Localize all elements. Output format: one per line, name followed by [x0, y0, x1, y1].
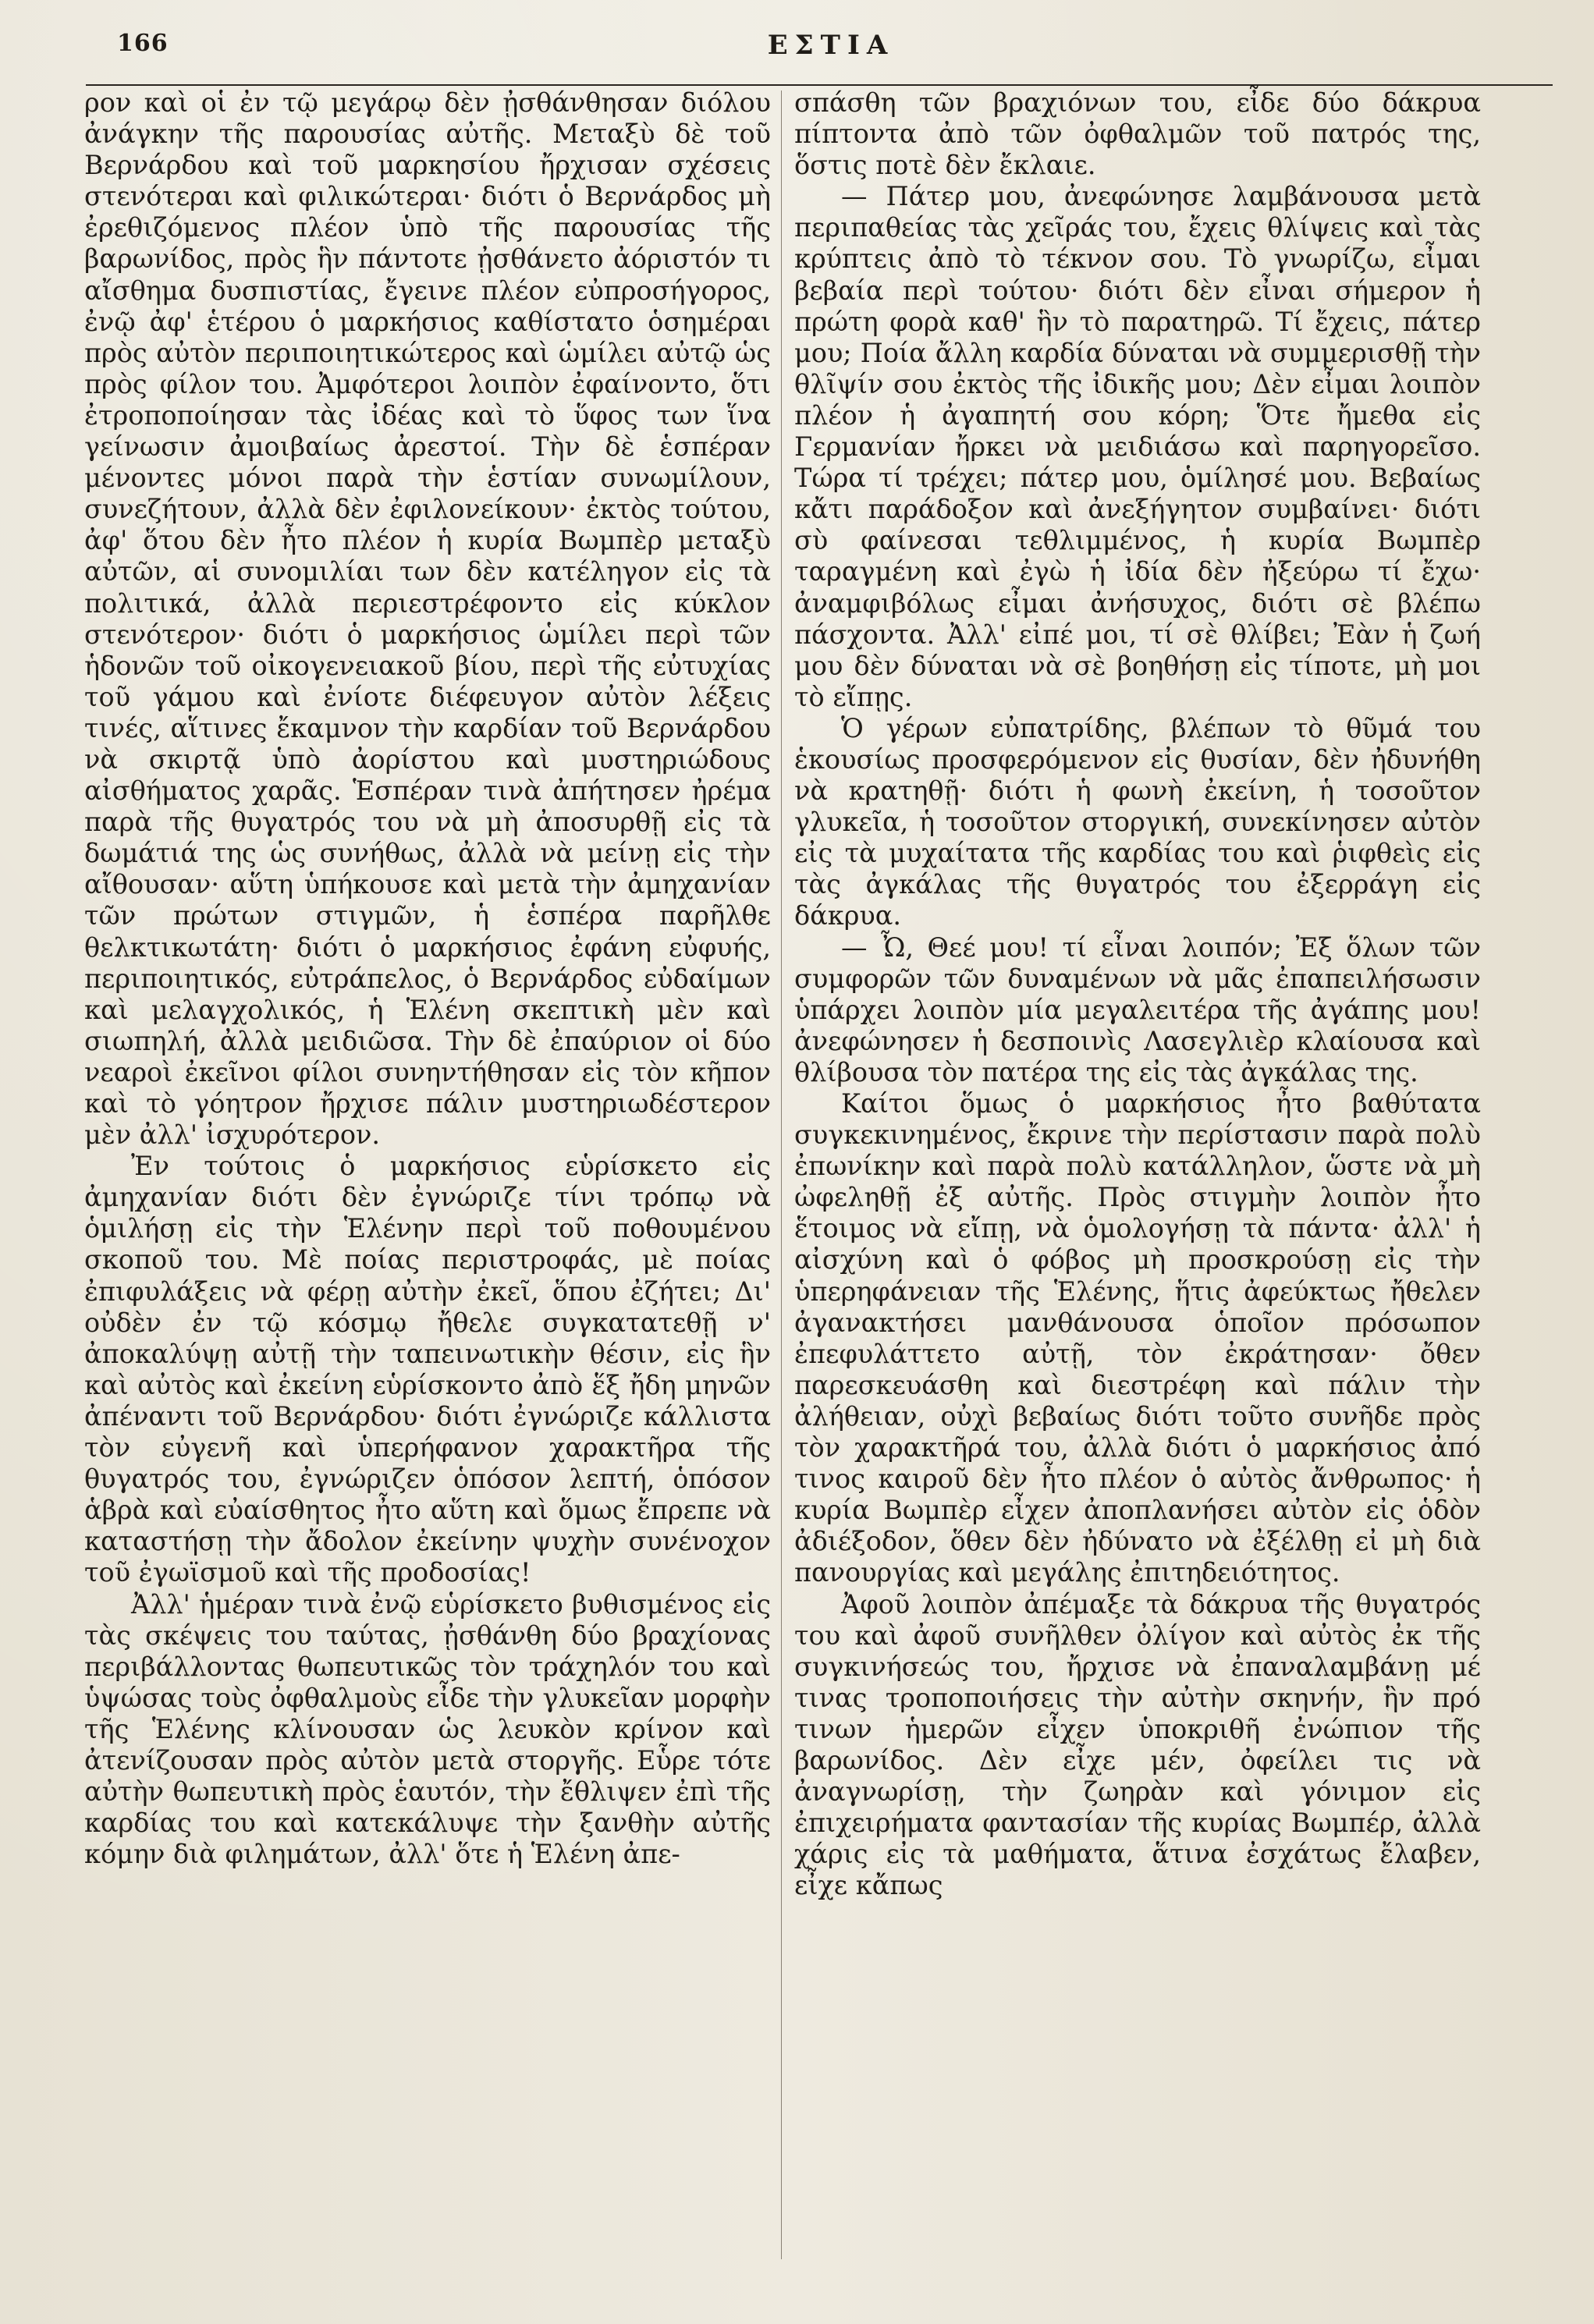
page-header [117, 30, 1545, 69]
left-column [84, 87, 771, 1870]
paragraph: Ὁ γέρων εὐπατρίδης, βλέπων τὸ θῦμά του ἑκουσίως προσφερόμενον εἰς θυσίαν, δὲν ἠδυνήθη νὰ κρατηθῇ· διότι ἡ φωνὴ ἐκείνη, ἡ τοσοῦτον γλυκεῖα, ἡ τοσοῦτον στοργική, συνεκίνησεν αὐτὸν εἰς τὰ μυχαίτατα τῆς καρδίας του καὶ ῥιφθεὶς εἰς τὰς ἀγκάλας τῆς θυγατρός του ἐξερράγη εἰς δάκρυα. [794, 712, 1481, 931]
dialogue-paragraph: — Πάτερ μου, ἀνεφώνησε λαμβάνουσα μετὰ περιπαθείας τὰς χεῖράς του, ἔχεις θλίψεις καὶ τὰς κρύπτεις ἀπὸ τὸ τέκνον σου. Τὸ γνωρίζω, εἶμαι βεβαία περὶ τούτου· διότι δὲν εἶναι σήμερον ἡ πρώτη φορὰ καθ' ἣν τὸ παρατηρῶ. Τί ἔχεις, πάτερ μου; Ποία ἄλλη καρδία δύναται νὰ συμμερισθῇ τὴν θλῖψίν σου ἐκτὸς τῆς ἰδικῆς μου; Δὲν εἶμαι λοιπὸν πλέον ἡ ἀγαπητή σου κόρη; Ὅτε ἤμεθα εἰς Γερμανίαν ἤρκει νὰ μειδιάσω καὶ παρηγορεῖσο. Τώρα τί τρέχει; πάτερ μου, ὁμίλησέ μου. Βεβαίως κἄτι παράδοξον καὶ ἀνεξήγητον συμβαίνει· διότι σὺ φαίνεσαι τεθλιμμένος, ἡ κυρία Βωμπὲρ ταραγμένη καὶ ἐγὼ ἡ ἰδία δὲν ἠξεύρω τί ἔχω· ἀναμφιβόλως εἶμαι ἀνήσυχος, διότι σὲ βλέπω πάσχοντα. Ἀλλ' εἰπέ μοι, τί σὲ θλίβει; Ἐὰν ἡ ζωή μου δὲν δύναται νὰ σὲ βοηθήσῃ εἰς τίποτε, μὴ μοι τὸ εἴπῃς. [794, 181, 1481, 712]
paragraph: Ἐν τούτοις ὁ μαρκήσιος εὑρίσκετο εἰς ἀμηχανίαν διότι δὲν ἐγνώριζε τίνι τρόπῳ νὰ ὁμιλήσῃ εἰς τὴν Ἑλένην περὶ τοῦ ποθουμένου σκοποῦ του. Μὲ ποίας περιστροφάς, μὲ ποίας ἐπιφυλάξεις νὰ φέρῃ αὐτὴν ἐκεῖ, ὅπου ἐζήτει; Δι' οὐδὲν ἐν τῷ κόσμῳ ἤθελε συγκατατεθῇ ν' ἀποκαλύψῃ αὐτῇ τὴν ταπεινωτικὴν θέσιν, εἰς ἣν καὶ αὐτὸς καὶ ἐκείνη εὑρίσκοντο ἀπὸ ἕξ ἤδη μηνῶν ἀπέναντι τοῦ Βερνάρδου· διότι ἐγνώριζε κάλλιστα τὸν εὐγενῆ καὶ ὑπερήφανον χαρακτῆρα τῆς θυγατρός του, ἐγνώριζεν ὁπόσον λεπτή, ὁπόσον ἁβρὰ καὶ εὐαίσθητος ἦτο αὕτη καὶ ὅμως ἔπρεπε νὰ καταστήσῃ τὴν ἄδολον ἐκείνην ψυχὴν συνένοχον τοῦ ἐγωϊσμοῦ καὶ τῆς προδοσίας! [84, 1151, 771, 1588]
running-title: ΕΣΤΙΑ [767, 30, 895, 61]
right-column [794, 87, 1481, 1901]
paragraph: σπάσθη τῶν βραχιόνων του, εἶδε δύο δάκρυα πίπτοντα ἀπὸ τῶν ὀφθαλμῶν τοῦ πατρός της, ὅστις ποτὲ δὲν ἔκλαιε. [794, 87, 1481, 181]
paragraph: ρον καὶ οἱ ἐν τῷ μεγάρῳ δὲν ᾐσθάνθησαν διόλου ἀνάγκην τῆς παρουσίας αὐτῆς. Μεταξὺ δὲ τοῦ Βερνάρδου καὶ τοῦ μαρκησίου ἤρχισαν σχέσεις στενότεραι καὶ φιλικώτεραι· διότι ὁ Βερνάρδος μὴ ἐρεθιζόμενος πλέον ὑπὸ τῆς παρουσίας τῆς βαρωνίδος, πρὸς ἣν πάντοτε ᾐσθάνετο ἀόριστόν τι αἴσθημα δυσπιστίας, ἔγεινε πλέον εὐπροσήγορος, ἐνῷ ἀφ' ἑτέρου ὁ μαρκήσιος καθίστατο ὁσημέραι πρὸς αὐτὸν περιποιητικώτερος καὶ ὡμίλει αὐτῷ ὡς πρὸς φίλον του. Ἀμφότεροι λοιπὸν ἐφαίνοντο, ὅτι ἐτροποποίησαν τὰς ἰδέας καὶ τὸ ὕφος των ἵνα γείνωσιν ἀμοιβαίως ἀρεστοί. Τὴν δὲ ἑσπέραν μένοντες μόνοι παρὰ τὴν ἑστίαν συνωμίλουν, συνεζήτουν, ἀλλὰ δὲν ἐφιλονείκουν· ἐκτὸς τούτου, ἀφ' ὅτου δὲν ἦτο πλέον ἡ κυρία Βωμπὲρ μεταξὺ αὐτῶν, αἱ συνομιλίαι των δὲν κατέληγον εἰς τὰ πολιτικά, ἀλλὰ περιεστρέφοντο εἰς κύκλον στενότερον· διότι ὁ μαρκήσιος ὡμίλει περὶ τῶν ἡδονῶν τοῦ οἰκογενειακοῦ βίου, περὶ τῆς εὐτυχίας τοῦ γάμου καὶ ἐνίοτε διέφευγον αὐτὸν λέξεις τινές, αἵτινες ἔκαμνον τὴν καρδίαν τοῦ Βερνάρδου νὰ σκιρτᾷ ὑπὸ ἀορίστου καὶ μυστηριώδους αἰσθήματος χαρᾶς. Ἑσπέραν τινὰ ἀπήτησεν ἠρέμα παρὰ τῆς θυγατρός του νὰ μὴ ἀποσυρθῇ εἰς τὰ δωμάτιά της ὡς συνήθως, ἀλλὰ νὰ μείνῃ εἰς τὴν αἴθουσαν· αὕτη ὑπήκουσε καὶ μετὰ τὴν ἀμηχανίαν τῶν πρώτων στιγμῶν, ἡ ἑσπέρα παρῆλθε θελκτικωτάτη· διότι ὁ μαρκήσιος ἐφάνη εὐφυής, περιποιητικός, εὐτράπελος, ὁ Βερνάρδος εὐδαίμων καὶ μελαγχολικός, ἡ Ἑλένη σκεπτικὴ μὲν καὶ σιωπηλή, ἀλλὰ μειδιῶσα. Τὴν δὲ ἐπαύριον οἱ δύο νεαροὶ ἐκεῖνοι φίλοι συνηντήθησαν εἰς τὸν κῆπον καὶ τὸ γόητρον ἤρχισε πάλιν μυστηριωδέστερον μὲν ἀλλ' ἰσχυρότερον. [84, 87, 771, 1151]
paragraph: Καίτοι ὅμως ὁ μαρκήσιος ἦτο βαθύτατα συγκεκινημένος, ἔκρινε τὴν περίστασιν παρὰ πολὺ ἐπωνίκην καὶ παρὰ πολὺ κατάλληλον, ὥστε νὰ μὴ ὠφεληθῇ ἐξ αὐτῆς. Πρὸς στιγμὴν λοιπὸν ἦτο ἕτοιμος νὰ εἴπῃ, νὰ ὁμολογήσῃ τὰ πάντα· ἀλλ' ἡ αἰσχύνη καὶ ὁ φόβος μὴ προσκρούσῃ εἰς τὴν ὑπερηφάνειαν τῆς Ἑλένης, ἥτις ἀφεύκτως ἤθελεν ἀγανακτήσει μανθάνουσα ὁποῖον πρόσωπον ἐπεφυλάττετο αὐτῇ, τὸν ἐκράτησαν· ὄθεν παρεσκευάσθη καὶ διεστρέφη καὶ πάλιν τὴν ἀλήθειαν, οὐχὶ βεβαίως διότι τοῦτο συνῆδε πρὸς τὸν χαρακτῆρά του, ἀλλὰ διότι ὁ μαρκήσιος ἀπό τινος καιροῦ δὲν ἦτο πλέον ὁ αὐτὸς ἄνθρωπος· ἡ κυρία Βωμπὲρ εἶχεν ἀποπλανήσει αὐτὸν εἰς ὁδὸν ἀδιέξοδον, ὅθεν δὲν ἠδύνατο νὰ ἐξέλθῃ εἰ μὴ διὰ πανουργίας καὶ μεγάλης ἐπιτηδειότητος. [794, 1088, 1481, 1588]
header-rule [86, 84, 1553, 86]
column-divider [781, 90, 782, 2259]
page-number: 166 [117, 30, 169, 57]
dialogue-paragraph: — Ὦ, Θεέ μου! τί εἶναι λοιπόν; Ἐξ ὅλων τῶν συμφορῶν τῶν δυναμένων νὰ μᾶς ἐπαπειλήσωσιν ὑπάρχει λοιπὸν μία μεγαλειτέρα τῆς ἀγάπης μου! ἀνεφώνησεν ἡ δεσποινὶς Λασεγλιὲρ κλαίουσα καὶ θλίβουσα τὸν πατέρα της εἰς τὰς ἀγκάλας της. [794, 931, 1481, 1087]
paragraph: Ἀλλ' ἡμέραν τινὰ ἐνῷ εὑρίσκετο βυθισμένος εἰς τὰς σκέψεις του ταύτας, ᾐσθάνθη δύο βραχίονας περιβάλλοντας θωπευτικῶς τὸν τράχηλόν του καὶ ὑψώσας τοὺς ὀφθαλμοὺς εἶδε τὴν γλυκεῖαν μορφὴν τῆς Ἑλένης κλίνουσαν ὡς λευκὸν κρίνον καὶ ἀτενίζουσαν πρὸς αὐτὸν μετὰ στοργῆς. Εὗρε τότε αὐτὴν θωπευτικὴ πρὸς ἑαυτόν, τὴν ἔθλιψεν ἐπὶ τῆς καρδίας του καὶ κατεκάλυψε τὴν ξανθὴν αὐτῆς κόμην διὰ φιλημάτων, ἀλλ' ὅτε ἡ Ἑλένη ἀπε- [84, 1588, 771, 1870]
paragraph: Ἀφοῦ λοιπὸν ἀπέμαξε τὰ δάκρυα τῆς θυγατρός του καὶ ἀφοῦ συνῆλθεν ὀλίγον καὶ αὐτὸς ἐκ τῆς συγκινήσεώς του, ἤρχισε νὰ ἐπαναλαμβάνῃ μέ τινας τροποποιήσεις τὴν αὐτὴν σκηνήν, ἣν πρό τινων ἡμερῶν εἶχεν ὑποκριθῆ ἐνώπιον τῆς βαρωνίδος. Δὲν εἶχε μέν, ὀφείλει τις νὰ ἀναγνωρίσῃ, τὴν ζωηρὰν καὶ γόνιμον εἰς ἐπιχειρήματα φαντασίαν τῆς κυρίας Βωμπέρ, ἀλλὰ χάρις εἰς τὰ μαθήματα, ἅτινα ἐσχάτως ἔλαβεν, εἶχε κἄπως [794, 1588, 1481, 1901]
